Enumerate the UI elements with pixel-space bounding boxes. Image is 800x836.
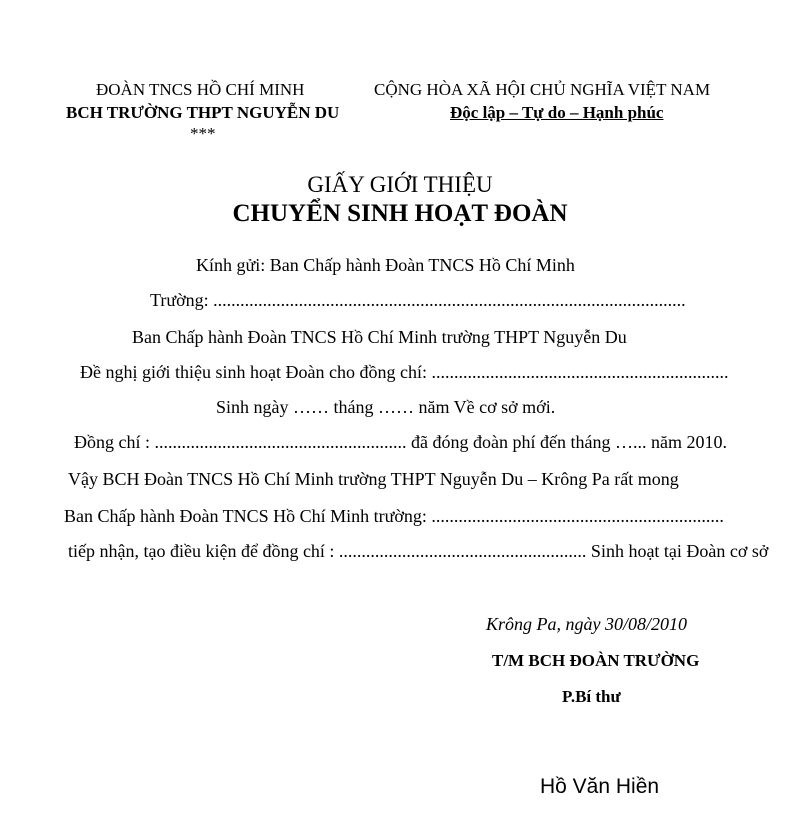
- organization-name: ĐOÀN TNCS HỒ CHÍ MINH: [96, 80, 305, 99]
- recipient-line: Kính gửi: Ban Chấp hành Đoàn TNCS Hồ Chí Minh: [196, 255, 575, 275]
- issuing-committee-line: Ban Chấp hành Đoàn TNCS Hồ Chí Minh trường THPT Nguyễn Du: [132, 327, 627, 347]
- birth-date-line: Sinh ngày …… tháng …… năm Về cơ sở mới.: [216, 397, 556, 417]
- request-paragraph-line2: Ban Chấp hành Đoàn TNCS Hồ Chí Minh trường: .................................................................: [64, 506, 724, 526]
- request-line: Đề nghị giới thiệu sinh hoạt Đoàn cho đồng chí: ..................................................................: [80, 362, 729, 382]
- national-motto: Độc lập – Tự do – Hạnh phúc: [450, 103, 664, 122]
- signer-title: P.Bí thư: [562, 687, 621, 706]
- member-fee-line: Đồng chí : ........................................................ đã đóng đoàn phí đến tháng …... năm 2010.: [74, 432, 727, 452]
- header-separator-stars: ***: [190, 124, 216, 143]
- document-subtitle: CHUYỂN SINH HOẠT ĐOÀN: [232, 200, 568, 227]
- signer-name: Hồ Văn Hiền: [540, 775, 660, 798]
- signer-role: T/M BCH ĐOÀN TRƯỜNG: [492, 651, 700, 670]
- place-and-date: Krông Pa, ngày 30/08/2010: [486, 614, 687, 634]
- document-title: GIẤY GIỚI THIỆU: [307, 172, 493, 197]
- country-name: CỘNG HÒA XÃ HỘI CHỦ NGHĨA VIỆT NAM: [374, 80, 711, 99]
- school-committee-name: BCH TRƯỜNG THPT NGUYỄN DU: [66, 103, 340, 122]
- request-paragraph-line1: Vậy BCH Đoàn TNCS Hồ Chí Minh trường THPT Nguyễn Du – Krông Pa rất mong: [68, 469, 679, 489]
- school-blank-line: Trường: .........................................................................................................: [150, 290, 686, 310]
- request-paragraph-line3: tiếp nhận, tạo điều kiện để đồng chí : ....................................................... Sinh hoạt tại Đoàn cơ sở: [68, 541, 769, 561]
